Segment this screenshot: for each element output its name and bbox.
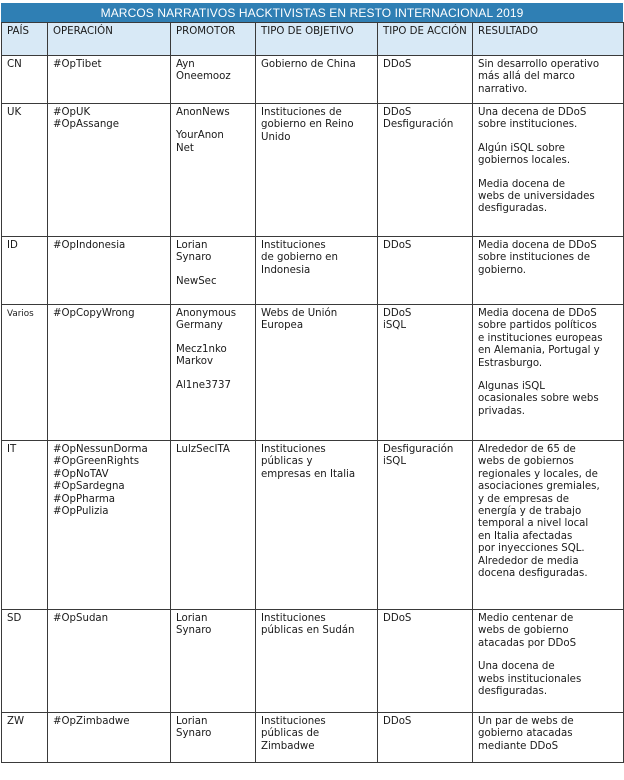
cell-promotor xyxy=(171,441,256,610)
cell-tipo-objetivo: Webs de Unión Europea xyxy=(256,305,378,441)
cell-operacion xyxy=(48,610,171,713)
cell-promotor xyxy=(171,713,256,763)
cell-resultado-paragraph: Media docena de webs de universidades desfiguradas. xyxy=(478,178,595,215)
cell-pais: ID xyxy=(2,237,48,305)
cell-pais: ZW xyxy=(2,713,48,763)
header-tipo-accion: TIPO DE ACCIÓN xyxy=(378,23,473,56)
cell-resultado-paragraph: Media docena de DDoS sobre instituciones de gobierno. xyxy=(478,240,597,276)
cell-operacion-paragraph: #OpIndonesia xyxy=(53,240,126,251)
cell-resultado xyxy=(473,305,624,441)
cell-operacion-paragraph: #OpCopyWrong xyxy=(53,308,135,319)
cell-operacion-paragraph: #OpTibet xyxy=(53,59,102,70)
header-operacion: OPERACIÓN xyxy=(48,23,171,56)
cell-promotor-paragraph: NewSec xyxy=(176,275,217,287)
paragraph-gap xyxy=(478,168,619,179)
table-row xyxy=(2,441,624,610)
header-resultado: RESULTADO xyxy=(473,23,624,56)
cell-promotor-paragraph: AnonNews xyxy=(176,107,230,118)
cell-operacion-paragraph: #OpZimbadwe xyxy=(53,716,130,727)
cell-tipo-objetivo: Instituciones públicas y empresas en Italia xyxy=(256,441,378,610)
cell-promotor-paragraph: YourAnon Net xyxy=(176,130,224,154)
paragraph-gap xyxy=(176,119,251,130)
header-tipo-objetivo: TIPO DE OBJETIVO xyxy=(256,23,378,56)
paragraph-gap xyxy=(176,333,251,344)
cell-promotor xyxy=(171,237,256,305)
cell-resultado xyxy=(473,237,624,305)
cell-promotor xyxy=(171,104,256,237)
cell-promotor-paragraph: LulzSecITA xyxy=(176,444,230,455)
cell-tipo-accion: Desfiguración iSQL xyxy=(378,441,473,610)
cell-tipo-objetivo: Instituciones públicas en Sudán xyxy=(256,610,378,713)
cell-tipo-accion: DDoS xyxy=(378,237,473,305)
cell-resultado-paragraph: Una docena de webs institucionales desfiguradas. xyxy=(478,661,582,698)
cell-pais: IT xyxy=(2,441,48,610)
cell-resultado xyxy=(473,56,624,104)
cell-operacion xyxy=(48,56,171,104)
cell-resultado xyxy=(473,610,624,713)
cell-operacion-paragraph: #OpSudan xyxy=(53,613,109,624)
cell-tipo-accion: DDoS xyxy=(378,56,473,104)
paragraph-gap xyxy=(176,265,251,276)
cell-resultado-paragraph: Alrededor de 65 de webs de gobiernos regionales y locales, de asociaciones gremiales, y de empresas de energía y de trabajo temporal a nivel local en Italia afectadas por inyecciones SQL. Alrededor de media docena desfiguradas. xyxy=(478,444,600,580)
cell-promotor xyxy=(171,56,256,104)
table-row xyxy=(2,713,624,763)
table-row xyxy=(2,237,624,305)
cell-promotor-paragraph: Ayn Oneemooz xyxy=(176,59,231,83)
table-row xyxy=(2,305,624,441)
header-promotor: PROMOTOR xyxy=(171,23,256,56)
cell-operacion xyxy=(48,237,171,305)
cell-operacion xyxy=(48,441,171,610)
cell-promotor-paragraph: Lorian Synaro xyxy=(176,613,212,637)
cell-promotor-paragraph: Anonymous Germany xyxy=(176,308,237,332)
table-row xyxy=(2,56,624,104)
cell-resultado-paragraph: Algún iSQL sobre gobiernos locales. xyxy=(478,142,571,167)
cell-tipo-accion: DDoS iSQL xyxy=(378,305,473,441)
table-row xyxy=(2,610,624,713)
cell-promotor-paragraph: Mecz1nko Markov xyxy=(176,343,227,368)
table-title: MARCOS NARRATIVOS HACKTIVISTAS EN RESTO INTERNACIONAL 2019 xyxy=(1,3,623,22)
hacktivism-table-container xyxy=(1,3,623,763)
header-pais: PAÍS xyxy=(2,23,48,56)
cell-operacion xyxy=(48,305,171,441)
paragraph-gap xyxy=(478,650,619,661)
cell-tipo-objetivo: Instituciones de gobierno en Reino Unido xyxy=(256,104,378,237)
cell-promotor-paragraph: Lorian Synaro xyxy=(176,716,212,740)
paragraph-gap xyxy=(176,369,251,380)
cell-pais: SD xyxy=(2,610,48,713)
cell-operacion xyxy=(48,104,171,237)
cell-resultado-paragraph: Una decena de DDoS sobre instituciones. xyxy=(478,107,587,131)
cell-tipo-objetivo: Gobierno de China xyxy=(256,56,378,104)
cell-resultado-paragraph: Medio centenar de webs de gobierno atacadas por DDoS xyxy=(478,613,577,649)
cell-tipo-accion: DDoS xyxy=(378,610,473,713)
cell-resultado-paragraph: Media docena de DDoS sobre partidos políticos e instituciones europeas en Alemania, Portugal y Estrasburgo. xyxy=(478,308,603,369)
cell-promotor xyxy=(171,305,256,441)
cell-tipo-objetivo: Instituciones de gobierno en Indonesia xyxy=(256,237,378,305)
cell-promotor xyxy=(171,610,256,713)
cell-resultado xyxy=(473,713,624,763)
cell-pais: Varios xyxy=(2,305,48,441)
cell-tipo-objetivo: Instituciones públicas de Zimbadwe xyxy=(256,713,378,763)
cell-tipo-accion: DDoS Desfiguración xyxy=(378,104,473,237)
table-body xyxy=(2,56,624,763)
cell-resultado xyxy=(473,441,624,610)
cell-resultado-paragraph: Un par de webs de gobierno atacadas mediante DDoS xyxy=(478,716,574,752)
header-row xyxy=(2,23,624,56)
cell-resultado-paragraph: Algunas iSQL ocasionales sobre webs privadas. xyxy=(478,381,599,417)
cell-promotor-paragraph: Lorian Synaro xyxy=(176,240,212,264)
cell-pais: UK xyxy=(2,104,48,237)
cell-resultado xyxy=(473,104,624,237)
paragraph-gap xyxy=(478,370,619,381)
cell-operacion-paragraph: #OpNessunDorma #OpGreenRights #OpNoTAV #OpSardegna #OpPharma #OpPulizia xyxy=(53,444,148,518)
cell-tipo-accion: DDoS xyxy=(378,713,473,763)
cell-operacion xyxy=(48,713,171,763)
cell-promotor-paragraph: Al1ne3737 xyxy=(176,379,231,391)
table-row xyxy=(2,104,624,237)
cell-operacion-paragraph: #OpUK #OpAssange xyxy=(53,107,120,131)
paragraph-gap xyxy=(478,132,619,143)
cell-pais: CN xyxy=(2,56,48,104)
hacktivism-table xyxy=(1,22,624,763)
cell-resultado-paragraph: Sin desarrollo operativo más allá del marco narrativo. xyxy=(478,59,600,95)
